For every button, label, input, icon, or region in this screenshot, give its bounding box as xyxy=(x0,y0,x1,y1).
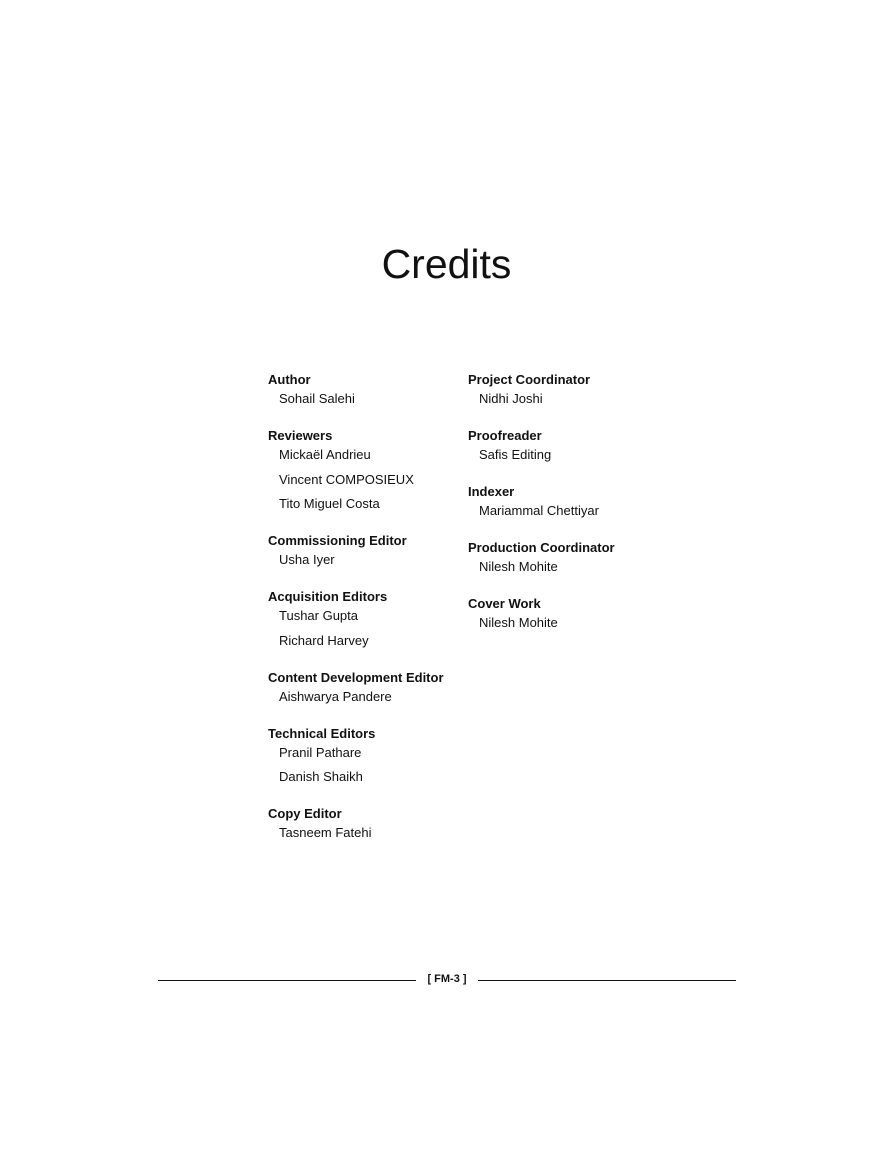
role-names-list xyxy=(468,391,668,407)
role-title: Content Development Editor xyxy=(268,669,444,685)
credit-name: Sohail Salehi xyxy=(279,391,355,406)
role-title: Technical Editors xyxy=(268,725,376,741)
credit-name: Aishwarya Pandere xyxy=(279,688,392,704)
role-names-list xyxy=(268,745,468,786)
credit-role-production-coordinator xyxy=(468,539,668,575)
role-title: Copy Editor xyxy=(268,806,342,821)
credit-name: Nilesh Mohite xyxy=(479,615,558,630)
credit-name: Usha Iyer xyxy=(279,552,335,567)
credit-name: Pranil Pathare xyxy=(279,744,362,760)
credits-right-column xyxy=(468,371,668,651)
page-title: Credits xyxy=(381,241,512,287)
credit-name: Tito Miguel Costa xyxy=(279,496,380,511)
role-names-list xyxy=(268,608,468,649)
footer-rule-left xyxy=(158,980,416,981)
credit-name: Danish Shaikh xyxy=(279,769,363,784)
credit-role-acquisition-editors xyxy=(268,588,468,649)
role-names-list xyxy=(468,447,668,463)
role-names-list xyxy=(468,559,668,575)
role-title: Acquisition Editors xyxy=(268,589,388,604)
role-title: Cover Work xyxy=(468,596,541,611)
role-names-list xyxy=(268,825,468,841)
credit-name: Mariammal Chettiyar xyxy=(479,503,599,518)
role-title: Commissioning Editor xyxy=(268,533,407,548)
page-footer xyxy=(158,970,736,990)
credits-left-column xyxy=(268,371,468,861)
credit-role-commissioning-editor xyxy=(268,532,468,568)
footer-rule-right xyxy=(478,980,736,981)
credit-role-copy-editor xyxy=(268,805,468,841)
role-title: Project Coordinator xyxy=(468,372,591,387)
role-names-list xyxy=(468,615,668,631)
role-names-list xyxy=(268,447,468,512)
role-names-list xyxy=(268,689,468,705)
credit-name: Tasneem Fatehi xyxy=(279,825,372,840)
credit-role-content-development-editor xyxy=(268,669,468,705)
credit-role-cover-work xyxy=(468,595,668,631)
page-number: [ FM-3 ] xyxy=(427,973,467,985)
credit-name: Nilesh Mohite xyxy=(479,559,558,574)
credit-role-author xyxy=(268,371,468,407)
credit-name: Richard Harvey xyxy=(279,632,369,648)
credit-name: Vincent COMPOSIEUX xyxy=(279,471,414,487)
credit-name: Nidhi Joshi xyxy=(479,391,543,406)
role-title: Production Coordinator xyxy=(468,540,615,555)
credit-role-proofreader xyxy=(468,427,668,463)
role-names-list xyxy=(268,391,468,407)
credit-name: Tushar Gupta xyxy=(279,608,359,623)
credit-name: Safis Editing xyxy=(479,447,552,462)
role-title: Reviewers xyxy=(268,428,333,443)
role-names-list xyxy=(468,503,668,519)
credit-role-technical-editors xyxy=(268,725,468,786)
role-title: Proofreader xyxy=(468,428,542,443)
role-names-list xyxy=(268,552,468,568)
role-title: Author xyxy=(268,372,311,387)
credit-role-project-coordinator xyxy=(468,371,668,407)
credit-name: Mickaël Andrieu xyxy=(279,447,371,462)
role-title: Indexer xyxy=(468,484,515,499)
credit-role-indexer xyxy=(468,483,668,519)
credit-role-reviewers xyxy=(268,427,468,512)
